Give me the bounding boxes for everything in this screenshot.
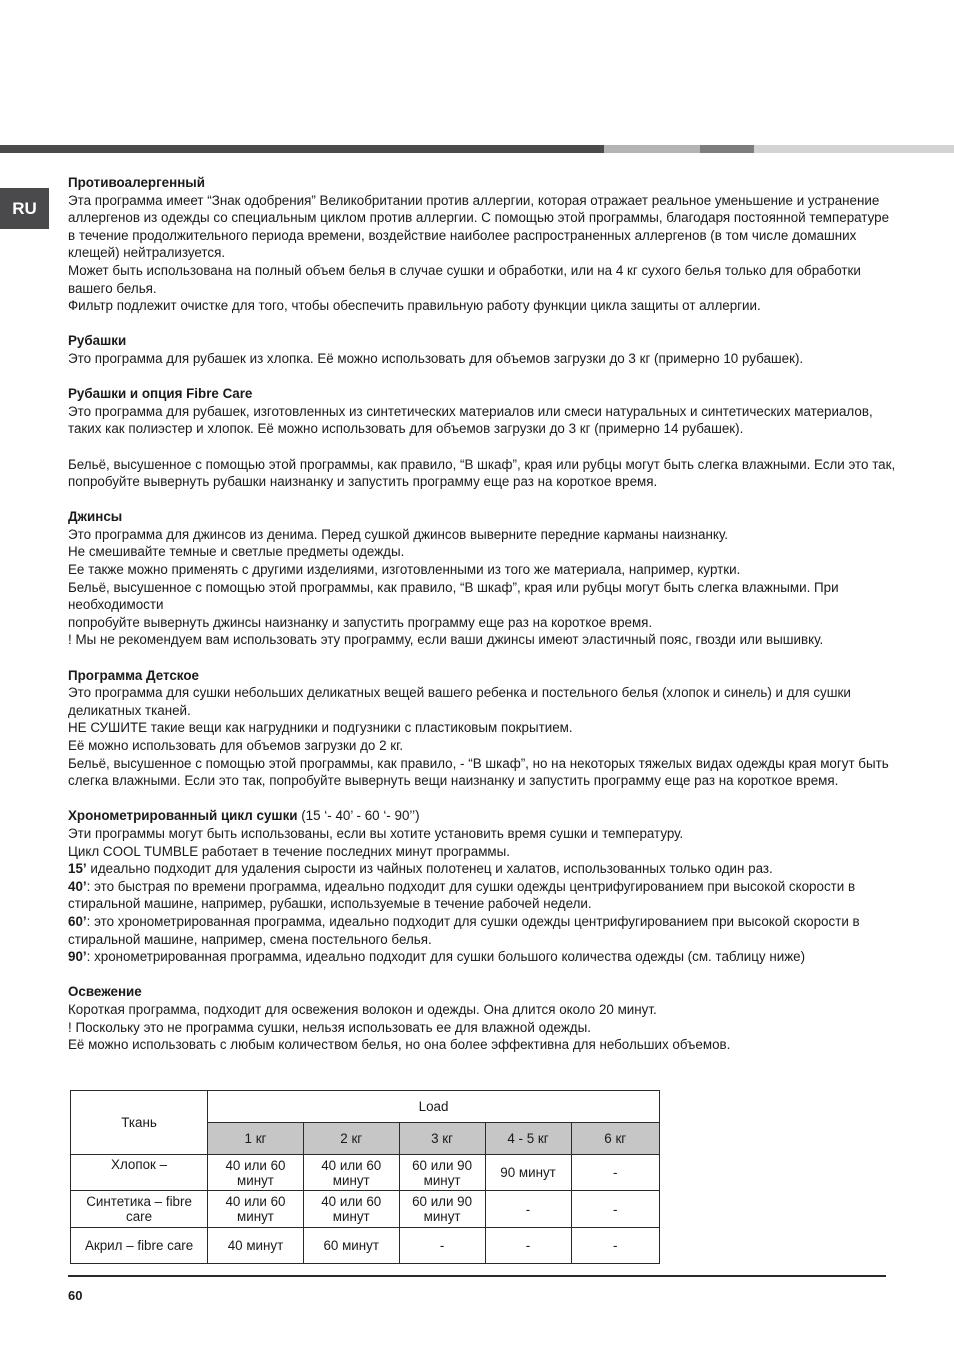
- table-cell: 40 или 60 минут: [208, 1191, 304, 1228]
- fabric-cell: Хлопок –: [71, 1155, 208, 1191]
- table-cell: -: [571, 1228, 660, 1264]
- table-cell: 40 минут: [208, 1228, 304, 1264]
- time-label: 90’: [68, 949, 87, 965]
- paragraph: Это программа для джинсов из денима. Перед сушкой джинсов выверните передние карманы наизнанку.: [68, 526, 728, 542]
- timed-item-40: [68, 878, 898, 913]
- section-title: Противоалергенный: [68, 175, 205, 190]
- table-row: [71, 1155, 660, 1191]
- paragraph: НЕ СУШИТЕ такие вещи как нагрудники и подгузники с пластиковым покрытием.: [68, 720, 573, 736]
- section-antiallergy: [68, 174, 898, 315]
- load-table: [70, 1090, 660, 1264]
- table-cell: -: [485, 1191, 571, 1228]
- section-shirts: [68, 332, 898, 367]
- table-cell: 40 или 60 минут: [303, 1191, 399, 1228]
- paragraph: Её можно использовать для объемов загрузки до 2 кг.: [68, 738, 404, 753]
- table-cell: 90 минут: [485, 1155, 571, 1191]
- time-description: идеально подходит для удаления сырости из чайных полотенец и халатов, использованных только один раз.: [86, 861, 773, 877]
- page-number: 60: [68, 1288, 83, 1303]
- timed-item-60: [68, 913, 898, 948]
- table-row: [71, 1228, 660, 1264]
- table-cell: 40 или 60 минут: [208, 1155, 304, 1191]
- fabric-cell: Акрил – fibre care: [71, 1228, 208, 1264]
- section-shirts-fibre-care: [68, 385, 898, 491]
- section-title: Рубашки и опция Fibre Care: [68, 386, 253, 402]
- paragraph: Фильтр подлежит очистке для того, чтобы обеспечить правильную работу функции цикла защиты от аллергии.: [68, 298, 761, 314]
- section-title: Рубашки: [68, 333, 127, 349]
- section-title: Программа Детское: [68, 667, 199, 683]
- load-column-header: 1 кг: [208, 1123, 304, 1155]
- paragraph: ! Поскольку это не программа сушки, нельзя использовать ее для влажной одежды.: [68, 1019, 591, 1035]
- time-description: : это быстрая по времени программа, идеально подходит для сушки одежды центрифугированием при высокой скорости в стиральной машине, например, рубашки, используемые в течение рабочей недели.: [68, 878, 856, 912]
- time-label: 60’: [68, 913, 87, 929]
- fabric-header: Ткань: [71, 1091, 208, 1155]
- paragraph: Бельё, высушенное с помощью этой программы, как правило, - “В шкаф”, но на некоторых тяжелых видах одежды края могут быть слегка влажными. Если это так, попробуйте вывернуть вещи наизнанку и запустить программу еще раз на короткое время.: [68, 755, 889, 789]
- top-bar-lighter-segment: [754, 145, 954, 153]
- paragraph: Бельё, высушенное с помощью этой программы, как правило, “В шкаф”, края или рубцы могут быть слегка влажными. Если это так, попробуйте вывернуть рубашки наизнанку и запустить программу еще раз на короткое время.: [68, 456, 896, 490]
- table-cell: -: [399, 1228, 485, 1264]
- table-cell: -: [571, 1191, 660, 1228]
- paragraph: Не смешивайте темные и светлые предметы одежды.: [68, 544, 405, 560]
- section-title: Освежение: [68, 984, 142, 1000]
- paragraph: Цикл COOL TUMBLE работает в течение последних минут программы.: [68, 843, 510, 859]
- paragraph: Может быть использована на полный объем белья в случае сушки и обработки, или на 4 кг сухого белья только для обработки вашего белья.: [68, 262, 861, 296]
- paragraph: Ее также можно применять с другими изделиями, изготовленными из того же материала, например, куртки.: [68, 562, 741, 578]
- section-title-bold: Хронометрированный цикл сушки: [68, 808, 298, 824]
- table-cell: 60 или 90 минут: [399, 1191, 485, 1228]
- load-column-header: 3 кг: [399, 1123, 485, 1155]
- timed-item-90: [68, 948, 898, 966]
- section-baby-program: [68, 667, 898, 790]
- section-jeans: [68, 508, 898, 649]
- table-row: [71, 1191, 660, 1228]
- paragraph: попробуйте вывернуть джинсы наизнанку и запустить программу еще раз на короткое время.: [68, 614, 653, 630]
- load-column-header: 6 кг: [571, 1123, 660, 1155]
- section-title: [68, 807, 898, 825]
- paragraph: Эта программа имеет “Знак одобрения” Великобритании против аллергии, которая отражает реальное уменьшение и устранение аллергенов из одежды со специальным циклом против аллергии. С помощью этой программы, благодаря постоянной температуре в течение продолжительного периода времени, воздействие наиболее распространенных аллергенов (в том числе домашних клещей) нейтрализуется.: [68, 192, 890, 261]
- load-column-header: 2 кг: [303, 1123, 399, 1155]
- paragraph: Это программа для рубашек, изготовленных из синтетических материалов или смеси натуральных и синтетических материалов, таких как полиэстер и хлопок. Её можно использовать для объемов загрузки до 3 кг (примерно 14 рубашек).: [68, 403, 873, 437]
- paragraph: Это программа для рубашек из хлопка. Её можно использовать для объемов загрузки до 3 кг (примерно 10 рубашек).: [68, 350, 804, 366]
- fabric-cell: Синтетика – fibre care: [71, 1191, 208, 1228]
- page-content: [68, 174, 898, 1071]
- top-bar-dark-segment: [0, 145, 604, 153]
- time-label: 40’: [68, 878, 87, 894]
- table-cell: 60 или 90 минут: [399, 1155, 485, 1191]
- table-cell: 40 или 60 минут: [303, 1155, 399, 1191]
- top-bar-mid-segment: [700, 145, 754, 153]
- table-cell: -: [485, 1228, 571, 1264]
- language-tab: RU: [0, 188, 49, 229]
- section-title-suffix: (15 ‘- 40’ - 60 ‘- 90’’): [297, 808, 420, 824]
- time-description: : хронометрированная программа, идеально подходит для сушки большого количества одежды (см. таблицу ниже): [86, 949, 806, 965]
- paragraph: Короткая программа, подходит для освежения волокон и одежды. Она длится около 20 минут.: [68, 1001, 657, 1017]
- section-title: Джинсы: [68, 509, 123, 525]
- paragraph: Её можно использовать с любым количеством белья, но она более эффективна для небольших объемов.: [68, 1037, 731, 1053]
- load-header: Load: [208, 1091, 660, 1123]
- section-timed-drying: [68, 807, 898, 965]
- table-cell: -: [571, 1155, 660, 1191]
- paragraph: Эти программы могут быть использованы, если вы хотите установить время сушки и температуру.: [68, 825, 684, 841]
- paragraph: Бельё, высушенное с помощью этой программы, как правило, “В шкаф”, края или рубцы могут быть слегка влажными. При необходимости: [68, 579, 839, 613]
- paragraph: ! Мы не рекомендуем вам использовать эту программу, если ваши джинсы имеют эластичный пояс, гвозди или вышивку.: [68, 632, 824, 648]
- time-description: : это хронометрированная программа, идеально подходит для сушки одежды центрифугированием при высокой скорости в стиральной машине, например, смена постельного белья.: [68, 913, 860, 947]
- load-column-header: 4 - 5 кг: [485, 1123, 571, 1155]
- paragraph: Это программа для сушки небольших деликатных вещей вашего ребенка и постельного белья (хлопок и синель) и для сушки деликатных тканей.: [68, 685, 851, 718]
- top-color-bar: [0, 145, 954, 153]
- section-refresh: [68, 983, 898, 1053]
- time-label: 15’: [68, 861, 87, 877]
- top-bar-light-segment: [604, 145, 700, 153]
- table-cell: 60 минут: [303, 1228, 399, 1264]
- timed-item-15: [68, 860, 898, 878]
- footer-rule: [68, 1275, 886, 1277]
